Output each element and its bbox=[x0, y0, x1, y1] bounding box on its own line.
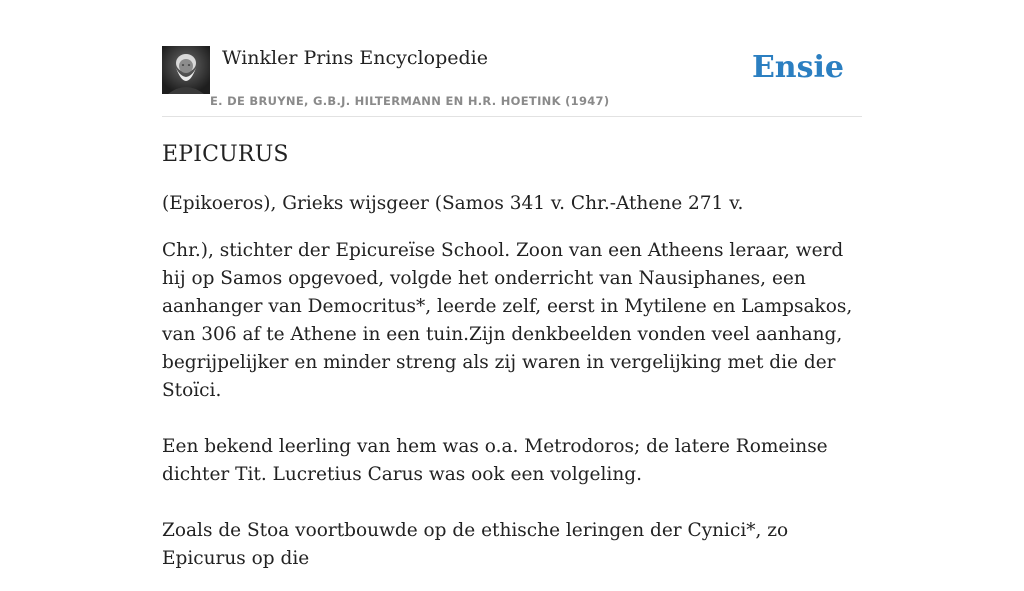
header bbox=[162, 44, 862, 117]
authors-line: E. DE BRUYNE, G.B.J. HILTERMANN EN H.R. HOETINK (1947) bbox=[210, 94, 610, 108]
article-paragraph: Chr.), stichter der Epicureïse School. Zoon van een Atheens leraar, werd hij op Samos opgevoed, volgde het onderricht van Nausiphanes, een aanhanger van Democritus*, leerde zelf, eerst in Mytilene en Lampsakos, van 306 af te Athene in een tuin.Zijn denkbeelden vonden veel aanhang, begrijpelijker en minder streng als zij waren in vergelijking met die der Stoïci. bbox=[162, 240, 853, 401]
author-portrait-icon bbox=[162, 46, 210, 94]
brand-logo[interactable]: Ensie bbox=[751, 50, 844, 85]
article-intro: (Epikoeros), Grieks wijsgeer (Samos 341 v. Chr.-Athene 271 v. bbox=[162, 193, 744, 214]
article-paragraph: Zoals de Stoa voortbouwde op de ethische leringen der Cynici*, zo Epicurus op die bbox=[162, 520, 789, 569]
article bbox=[162, 139, 862, 591]
article-title: EPICURUS bbox=[162, 142, 289, 167]
site-title[interactable]: Winkler Prins Encyclopedie bbox=[222, 47, 488, 69]
avatar[interactable] bbox=[162, 46, 210, 94]
article-paragraph: Een bekend leerling van hem was o.a. Metrodoros; de latere Romeinse dichter Tit. Lucretius Carus was ook een volgeling. bbox=[162, 436, 828, 485]
